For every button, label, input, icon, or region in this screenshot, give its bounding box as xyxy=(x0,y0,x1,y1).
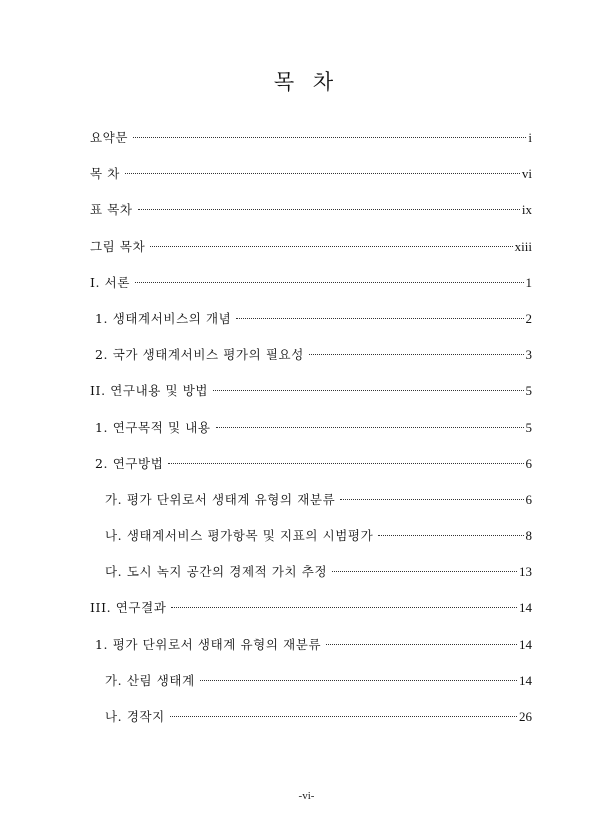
toc-entry[interactable] xyxy=(90,414,532,450)
toc-entry-label: 2. 국가 생태계서비스 평가의 필요성 xyxy=(95,347,304,363)
dot-leader xyxy=(171,607,517,608)
toc-entry-label: 그림 목차 xyxy=(90,238,146,254)
page-title: 목 차 xyxy=(273,70,340,94)
toc-entry-page-number: vi xyxy=(521,166,532,182)
dot-leader xyxy=(213,390,523,391)
toc-entry-page-number: 2 xyxy=(525,310,532,326)
toc-entry-label: I. 서론 xyxy=(90,274,131,290)
toc-entry-label: 나. 생태계서비스 평가항목 및 지표의 시범평가 xyxy=(105,528,374,544)
toc-entry-label: 가. 평가 단위로서 생태계 유형의 재분류 xyxy=(105,491,336,507)
toc-entry-label: 2. 연구방법 xyxy=(95,455,164,471)
toc-entry-page-number: xiii xyxy=(514,238,532,254)
toc-entry-page-number: 6 xyxy=(525,455,532,471)
dot-leader xyxy=(216,427,524,428)
toc-entry-page-number: 14 xyxy=(519,672,532,688)
toc-entry-label: 목 차 xyxy=(90,166,120,182)
dot-leader xyxy=(150,246,512,247)
dot-leader xyxy=(125,173,520,174)
toc-entry[interactable] xyxy=(90,594,532,630)
toc-entry-label: 표 목차 xyxy=(90,202,133,218)
toc-entry[interactable] xyxy=(90,667,532,703)
toc-entry-label: II. 연구내용 및 방법 xyxy=(90,383,209,399)
toc-entry[interactable] xyxy=(90,233,532,269)
dot-leader xyxy=(340,499,523,500)
toc-entry[interactable] xyxy=(90,558,532,594)
table-of-contents xyxy=(90,124,532,739)
toc-entry[interactable] xyxy=(90,631,532,667)
toc-entry-page-number: 14 xyxy=(519,600,532,616)
dot-leader xyxy=(170,716,517,717)
toc-entry-label: 다. 도시 녹지 공간의 경제적 가치 추정 xyxy=(105,564,328,580)
toc-entry[interactable] xyxy=(90,269,532,305)
toc-entry-page-number: 13 xyxy=(519,564,532,580)
toc-entry-page-number: 6 xyxy=(525,491,532,507)
dot-leader xyxy=(138,209,520,210)
dot-leader xyxy=(200,680,517,681)
dot-leader xyxy=(236,318,523,319)
dot-leader xyxy=(135,282,523,283)
toc-entry[interactable] xyxy=(90,124,532,160)
toc-entry[interactable] xyxy=(90,377,532,413)
toc-entry-page-number: 5 xyxy=(525,383,532,399)
toc-entry-page-number: 14 xyxy=(519,636,532,652)
toc-entry-page-number: 26 xyxy=(519,709,532,724)
dot-leader xyxy=(326,644,517,645)
toc-entry[interactable] xyxy=(90,305,532,341)
toc-entry[interactable] xyxy=(90,522,532,558)
toc-entry-page-number: ix xyxy=(521,202,532,218)
toc-entry-label: 1. 연구목적 및 내용 xyxy=(95,419,211,435)
toc-entry-label: 가. 산림 생태계 xyxy=(105,672,195,688)
dot-leader xyxy=(133,137,526,138)
dot-leader xyxy=(378,535,523,536)
toc-entry-page-number: 5 xyxy=(525,419,532,435)
toc-entry[interactable] xyxy=(90,450,532,486)
toc-entry-label: 나. 경작지 xyxy=(105,709,165,724)
toc-entry-label: III. 연구결과 xyxy=(90,600,167,616)
toc-entry[interactable] xyxy=(90,703,532,739)
toc-entry-page-number: 1 xyxy=(525,274,532,290)
toc-entry-page-number: i xyxy=(528,130,532,145)
toc-entry-label: 1. 평가 단위로서 생태계 유형의 재분류 xyxy=(95,636,322,652)
toc-entry[interactable] xyxy=(90,196,532,232)
toc-entry[interactable] xyxy=(90,160,532,196)
page-number-footer: -vi- xyxy=(298,790,315,802)
toc-entry[interactable] xyxy=(90,486,532,522)
dot-leader xyxy=(168,463,523,464)
dot-leader xyxy=(309,354,524,355)
toc-entry[interactable] xyxy=(90,341,532,377)
toc-entry-label: 요약문 xyxy=(90,130,129,145)
toc-entry-page-number: 8 xyxy=(525,528,532,544)
dot-leader xyxy=(332,571,517,572)
toc-entry-page-number: 3 xyxy=(525,347,532,363)
toc-entry-label: 1. 생태계서비스의 개념 xyxy=(95,310,232,326)
